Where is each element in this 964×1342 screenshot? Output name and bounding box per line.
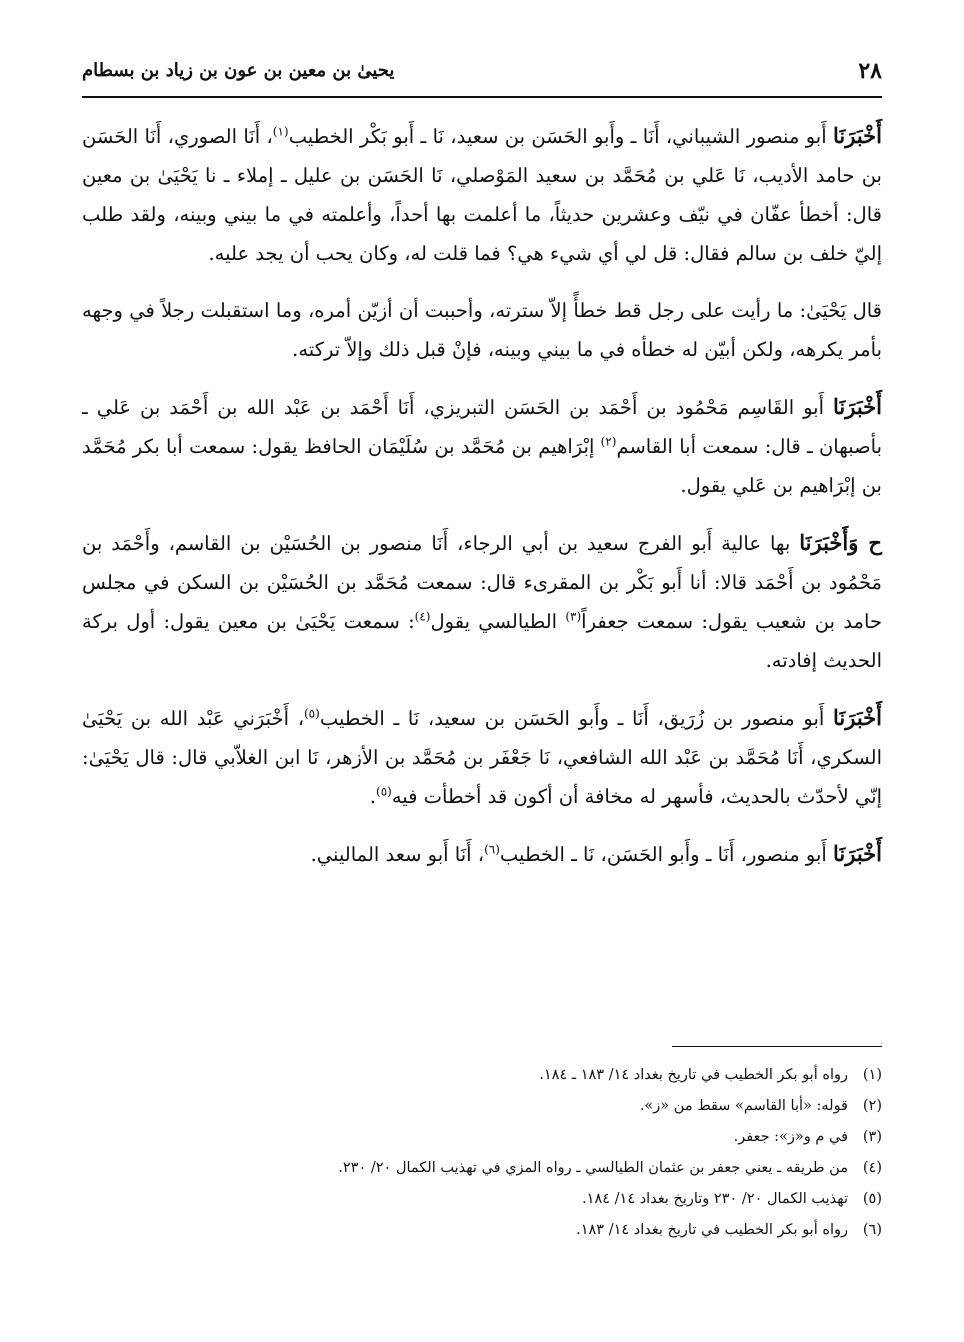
footnote (82, 1060, 882, 1091)
footnote-ref[interactable]: (٣) (565, 609, 582, 624)
text-span: بها عالية أَبو الفرج سعيد بن أبي الرجاء، أَنَا منصور بن الحُسَيْن بن القاسم، وأَحْمَد بن مَحْمُود بن أَحْمَد قالا: أنا أَبو بَكْر بن المقرىء قال: سمعت مُحَمَّد بن الحُسَيْن بن السكن في مجلس حامد بن شعيب يقول: سمعت جعفراً (82, 532, 882, 633)
footnote-text: رواه أبو بكر الخطيب في تاريخ بغداد ١٤/ ١٨٣ ـ ١٨٤. (539, 1067, 848, 1083)
text-span: : سمعت يَحْيَىٰ بن معين يقول: أول بركة الحديث إفادته. (82, 610, 882, 672)
footnote-number: (٣) (862, 1129, 882, 1145)
main-text (82, 116, 882, 892)
footnote-text: رواه أبو بكر الخطيب في تاريخ بغداد ١٤/ ١٨٣. (576, 1222, 848, 1238)
footnote-ref[interactable]: (٢) (600, 434, 617, 449)
running-title: يحيىٰ بن معين بن عون بن زياد بن بسطام (82, 60, 395, 81)
footnote-number: (١) (862, 1067, 882, 1083)
footnote-separator (672, 1046, 882, 1047)
text-span: أَبو منصور الشيباني، أَنَا ـ وأَبو الحَسَن بن سعيد، نَا ـ أَبو بَكْر الخطيب (288, 125, 834, 148)
footnote-number: (٢) (862, 1098, 882, 1114)
text-span: ، أَخْبَرَني عَبْد الله بن يَحْيَىٰ السكري، أَنَا مُحَمَّد بن عَبْد الله الشافعي، نَا جَعْفَر بن مُحَمَّد بن الأزهر، نَا ابن الغلاّبي قال: قال يَحْيَىٰ: إنّي لأحدّث بالحديث، فأسهر له مخافة أن أكون قد أخطأت فيه (82, 707, 882, 808)
paragraph (82, 698, 882, 816)
text-span: قال يَحْيَىٰ: ما رأيت على رجل قط خطأً إلاّ سترته، وأحببت أن أزيّن أمره، وما استقبلت رجلاً في وجهه بأمر يكرهه، ولكن أبيّن له خطأه في ما بيني وبينه، فإنْ قبل ذلك وإلاّ تركته. (82, 299, 882, 361)
text-lead: أَخْبَرَنَا (833, 394, 882, 419)
footnote-text: تهذيب الكمال ٢٠/ ٢٣٠ وتاريخ بغداد ١٤/ ١٨٤. (582, 1191, 848, 1207)
text-span: الطيالسي يقول (430, 610, 566, 633)
text-span: أَبو منصور بن زُرَيق، أَنَا ـ وأَبو الحَسَن بن سعيد، نَا ـ الخطيب (319, 707, 834, 730)
footnote (82, 1122, 882, 1153)
footnote-ref[interactable]: (٦) (484, 842, 500, 857)
footnote (82, 1091, 882, 1122)
text-span: ، أَنَا أَبو سعد الماليني. (310, 843, 485, 866)
text-span: ، أَنَا الصوري، أَنَا الحَسَن بن حامد الأديب، نَا عَلي بن مُحَمَّد بن سعيد المَوْصلي، نَا الحَسَن بن عليل ـ إملاء ـ نا يَحْيَىٰ بن معين قال: أخطأ عفّان في نيّف وعشرين حديثاً، ما أعلمت بها أحداً، وأعلمته في ما بيني وبينه، ولقد طلب إليّ خلف بن سالم فقال: قل لي أي شيء هي؟ فما قلت له، وكان يحب أن يجد عليه. (82, 125, 882, 265)
paragraph (82, 834, 882, 874)
paragraph (82, 387, 882, 505)
paragraph (82, 291, 882, 369)
footnote-text: من طريقه ـ يعني جعفر بن عثمان الطيالسي ـ رواه المزي في تهذيب الكمال ٢٠/ ٢٣٠. (338, 1160, 848, 1176)
text-span: إبْرَاهيم بن مُحَمَّد بن سُلَيْمَان الحافظ يقول: سمعت أبا بكر مُحَمَّد بن إبْرَاهيم بن عَلي يقول. (82, 435, 882, 497)
paragraph (82, 116, 882, 273)
page-number: ٢٨ (858, 58, 882, 84)
footnotes (82, 1060, 882, 1246)
footnote-ref[interactable]: (٥) (376, 784, 392, 799)
text-lead: ح وَأَخْبَرَنَا (799, 530, 882, 555)
text-span: . (369, 785, 376, 808)
footnote-number: (٤) (862, 1160, 882, 1176)
text-lead: أَخْبَرَنَا (833, 841, 882, 866)
footnote-number: (٥) (862, 1191, 882, 1207)
footnote-text: في م و«ز»: جعفر. (733, 1129, 848, 1145)
footnote (82, 1184, 882, 1215)
paragraph (82, 523, 882, 680)
text-span: أَبو القَاسِم مَحْمُود بن أَحْمَد بن الحَسَن التبريزي، أَنَا أَحْمَد بن عَبْد الله بن أَحْمَد بن عَلي ـ بأصبهان ـ قال: سمعت أبا القاسم (82, 396, 883, 458)
footnote (82, 1153, 882, 1184)
footnote-text: قوله: «أبا القاسم» سقط من «ز». (639, 1098, 848, 1114)
footnote-ref[interactable]: (٥) (303, 706, 320, 721)
footnote (82, 1215, 882, 1246)
text-lead: أَخْبَرَنَا (833, 123, 882, 148)
text-lead: أَخْبَرَنَا (833, 705, 882, 730)
footnote-number: (٦) (862, 1222, 882, 1238)
text-span: أَبو منصور، أَنَا ـ وأَبو الحَسَن، نَا ـ الخطيب (499, 843, 834, 866)
page-header (82, 56, 882, 98)
footnote-ref[interactable]: (١) (272, 124, 289, 139)
footnote-ref[interactable]: (٤) (414, 609, 431, 624)
